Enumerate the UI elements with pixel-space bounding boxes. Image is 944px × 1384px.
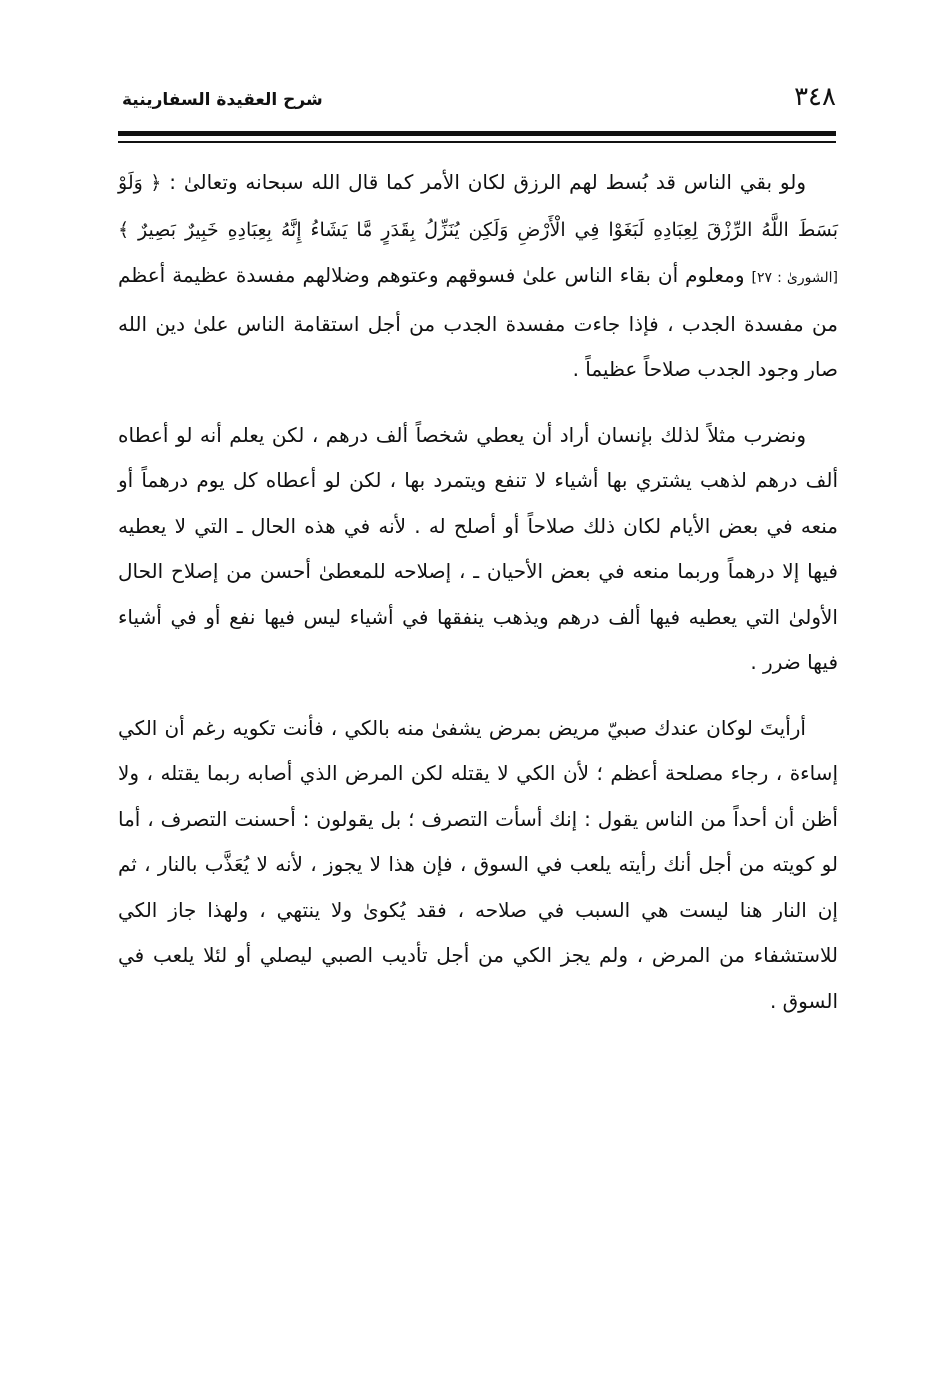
page-header [122, 82, 836, 126]
paragraph-2: ونضرب مثلاً لذلك بإنسان أراد أن يعطي شخصاً ألف درهم ، لكن يعلم أنه لو أعطاه ألف درهم لذهب يشتري بها أشياء لا تنفع ويتمرد بها ، لكن لو أعطاه كل يوم درهماً أو منعه في بعض الأيام لكان ذلك صلاحاً أو أصلح له . لأنه في هذه الحال ـ التي لا يعطيه فيها إلا درهماً وربما منعه في بعض الأحيان ـ ، إصلاحه للمعطىٰ أحسن من إصلاح الحال الأولىٰ التي يعطيه فيها ألف درهم ويذهب ينفقها في أشياء ليس فيها نفع أو في أشياء فيها ضرر . [118, 422, 838, 674]
header-rule-thin [118, 141, 836, 143]
running-title: شرح العقيدة السفارينية [122, 90, 323, 110]
body-text [118, 160, 838, 1044]
page-number: ٣٤٨ [794, 82, 836, 112]
verse-citation: [الشورىٰ : ٢٧] [751, 270, 838, 286]
paragraph-1-continuation: ومعلوم أن بقاء الناس علىٰ فسوقهم وعتوهم وضلالهم مفسدة عظيمة أعظم من مفسدة الجدب ، فإذا جاءت مفسدة الجدب من أجل استقامة الناس علىٰ دين الله صار وجود الجدب صلاحاً عظيماً . [118, 263, 838, 381]
paragraph-1 [118, 160, 838, 393]
paragraph-3: أرأيتَ لوكان عندك صبيّ مريض بمرض يشفىٰ منه بالكي ، فأنت تكويه رغم أن الكي إساءة ، رجاء مصلحة أعظم ؛ لأن الكي لا يقتله لكن المرض الذي أصابه ربما يقتله ، ولا أظن أن أحداً من الناس يقول : إنك أسأت التصرف ؛ بل يقولون : أحسنت التصرف ، أما لو كويته من أجل أنك رأيته يلعب في السوق ، فإن هذا لا يجوز ، لأنه لا يُعَذَّب بالنار ، ثم إن النار هنا ليست هي السبب في صلاحه ، فقد يُكوىٰ ولا ينتهي ، ولهذا جاز الكي للاستشفاء من المرض ، ولم يجز الكي من أجل تأديب الصبي ليصلي أو لئلا يلعب في السوق . [118, 715, 838, 1013]
header-rule-thick [118, 131, 836, 136]
paragraph-1-intro: ولو بقي الناس قد بُسط لهم الرزق لكان الأمر كما قال الله سبحانه وتعالىٰ : [169, 170, 807, 194]
quran-verse: ﴿ وَلَوْ بَسَطَ اللَّهُ الرِّزْقَ لِعِبَادِهِ لَبَغَوْا فِي الْأَرْضِ وَلَكِن يُنَزِّلُ بِقَدَرٍ مَّا يَشَاءُ إِنَّهُ بِعِبَادِهِ خَبِيرٌ بَصِيرٌ ﴾ [118, 172, 838, 241]
